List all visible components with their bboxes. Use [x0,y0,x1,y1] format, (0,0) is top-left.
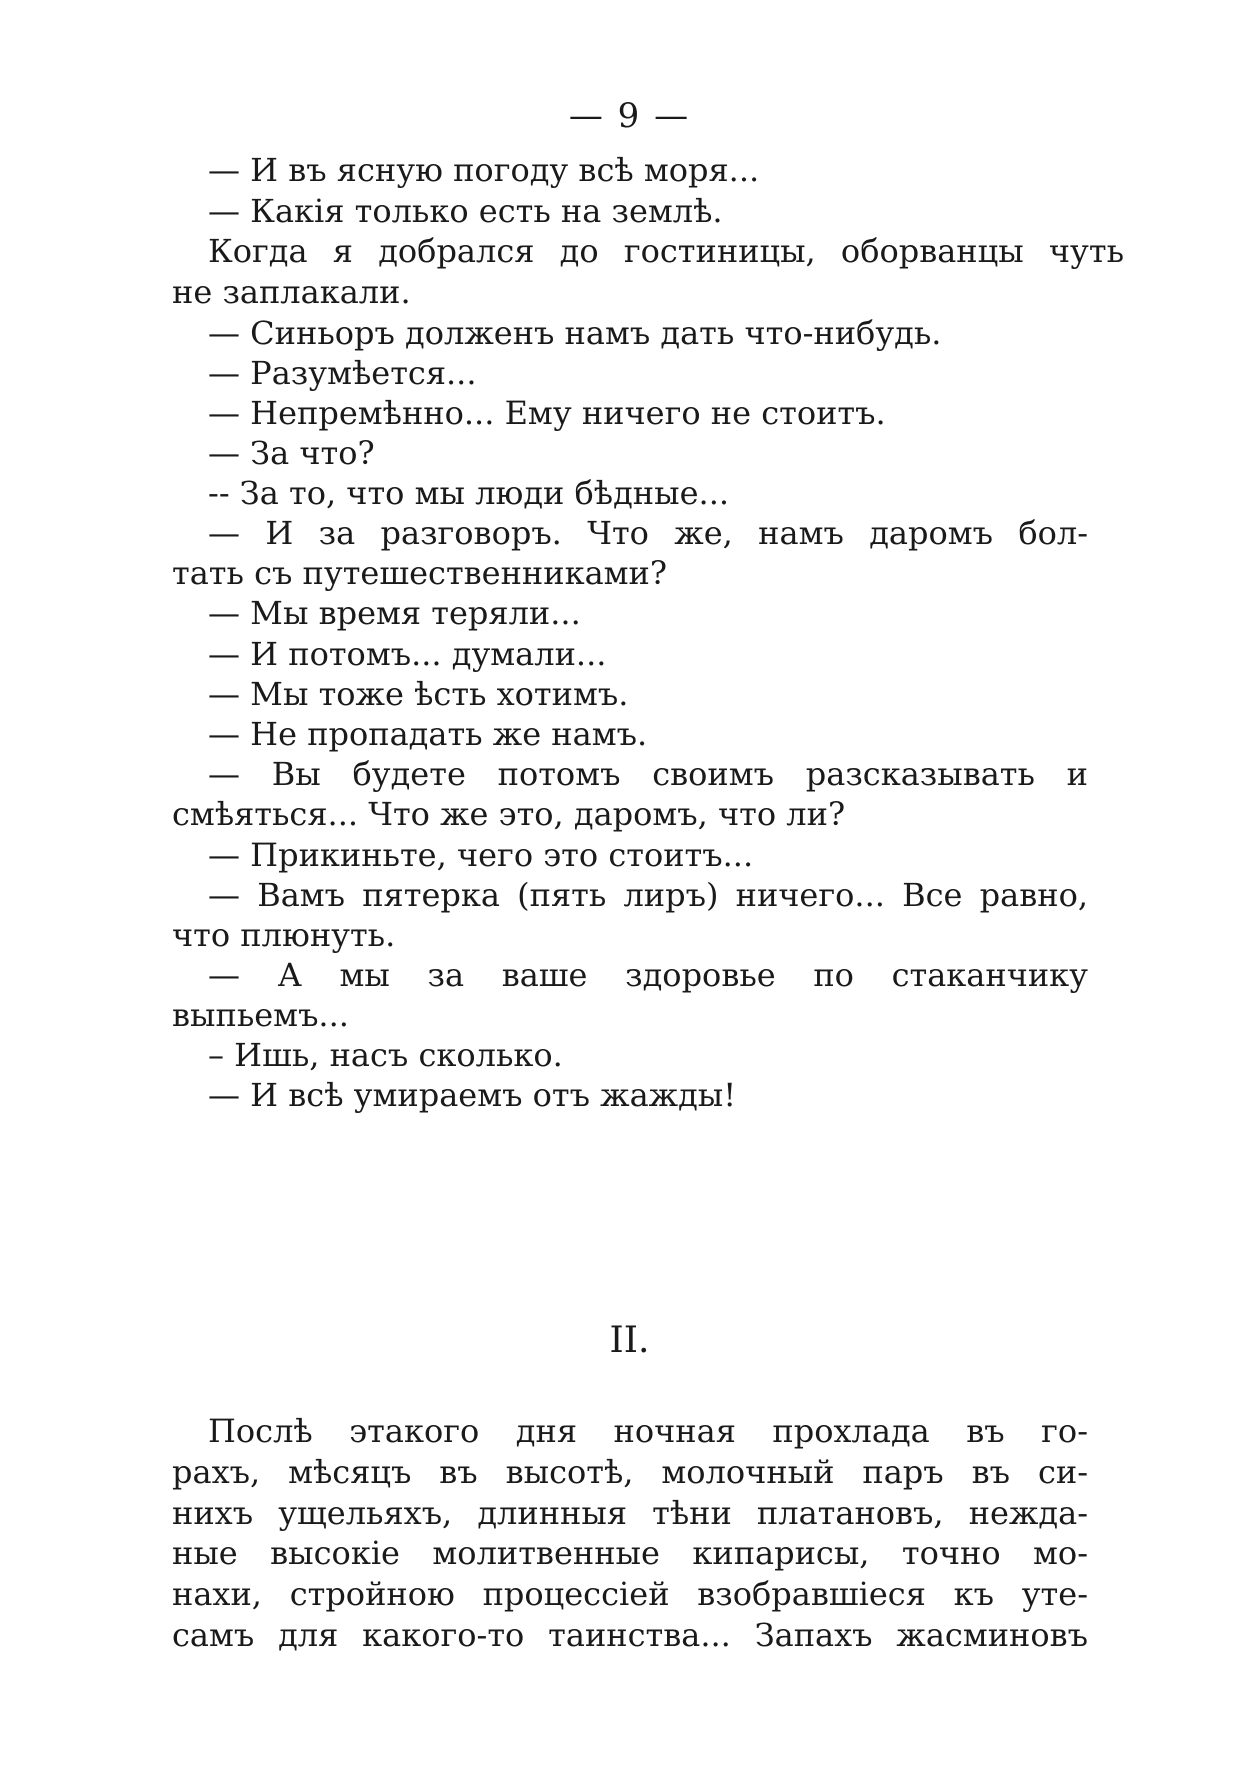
dialogue-line: — Мы время теряли... [208,594,581,632]
paragraph-line: Послѣ этакого дня ночная прохлада въ го- [208,1412,1088,1450]
dialogue-line: — И въ ясную погоду всѣ моря... [208,151,760,189]
dialogue-line: — Разумѣется... [208,354,477,392]
text-line: не заплакали. [172,273,411,311]
dialogue-line: — За что? [208,434,375,472]
text-line: что плюнуть. [172,916,396,954]
dialogue-line: -- За то, что мы люди бѣдные... [208,474,730,512]
dialogue-line: — А мы за ваше здоровье по стаканчику [208,956,1088,994]
dialogue-line: — Вы будете потомъ своимъ разсказывать и [208,755,1088,793]
dialogue-line: — И всѣ умираемъ отъ жажды! [208,1076,737,1114]
dialogue-line: – Ишь, насъ сколько. [208,1036,563,1074]
dialogue-line: — И за разговоръ. Что же, намъ даромъ бол- [208,514,1088,552]
text-line: выпьемъ... [172,996,349,1034]
text-line: смѣяться... Что же это, даромъ, что ли? [172,795,846,833]
paragraph-line: нахи, стройною процессіей взобравшіеся къ уте- [172,1575,1088,1613]
paragraph-line: ные высокіе молитвенные кипарисы, точно мо- [172,1534,1088,1572]
dialogue-line: — Не пропадать же намъ. [208,715,648,753]
dialogue-line: — Мы тоже ѣсть хотимъ. [208,675,629,713]
dialogue-line: — Какія только есть на землѣ. [208,192,723,230]
text-line: Когда я добрался до гостиницы, оборванцы чуть [208,232,1124,270]
page-number: — 9 — [568,96,691,136]
text-line: тать съ путешественниками? [172,554,668,592]
dialogue-line: — Непремѣнно... Ему ничего не стоитъ. [208,394,886,432]
section-heading: II. [609,1320,650,1361]
dialogue-line: — Прикиньте, чего это стоитъ... [208,836,754,874]
paragraph-line: самъ для какого-то таинства... Запахъ жасминовъ [172,1616,1088,1654]
paragraph-line: нихъ ущельяхъ, длинныя тѣни платановъ, нежда- [172,1494,1088,1532]
paragraph-line: рахъ, мѣсяцъ въ высотѣ, молочный паръ въ си- [172,1453,1088,1491]
dialogue-line: — Вамъ пятерка (пять лиръ) ничего... Все равно, [208,876,1088,914]
dialogue-line: — Синьоръ долженъ намъ дать что-нибудь. [208,314,942,352]
dialogue-line: — И потомъ... думали... [208,635,607,673]
